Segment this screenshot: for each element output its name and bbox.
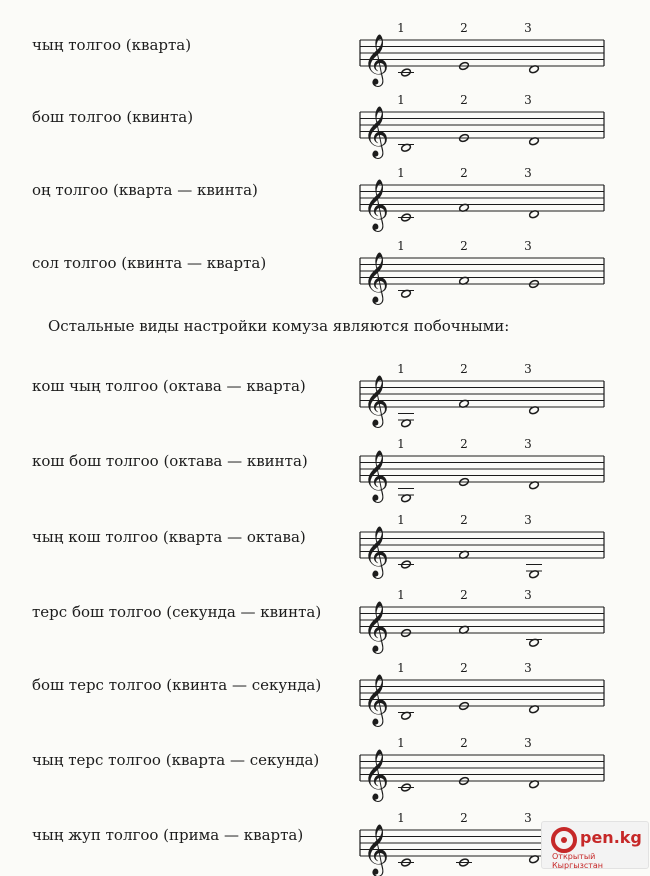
string-number: 2 <box>460 166 468 180</box>
tuning-row <box>0 18 650 85</box>
tuning-label: чың терс толгоо (кварта — секунда) <box>32 751 320 769</box>
music-staff <box>356 163 608 230</box>
string-number: 3 <box>524 513 532 527</box>
tuning-label: кош чың толгоо (октава — кварта) <box>32 377 306 395</box>
music-staff <box>356 434 608 501</box>
string-number: 1 <box>397 21 405 35</box>
tuning-row <box>0 163 650 230</box>
tuning-row <box>0 236 650 303</box>
watermark-brand: pen.kg <box>580 828 642 847</box>
string-number: 1 <box>397 239 405 253</box>
string-number: 3 <box>524 362 532 376</box>
tuning-label: сол толгоо (квинта — кварта) <box>32 254 267 272</box>
string-number: 1 <box>397 93 405 107</box>
watermark <box>541 821 649 869</box>
string-number: 2 <box>460 239 468 253</box>
string-number: 1 <box>397 811 405 825</box>
tuning-label: терс бош толгоо (секунда — квинта) <box>32 603 322 621</box>
string-number: 3 <box>524 166 532 180</box>
music-staff <box>356 359 608 426</box>
string-number: 2 <box>460 362 468 376</box>
tuning-row <box>0 90 650 157</box>
tuning-label: чың кош толгоо (кварта — октава) <box>32 528 306 546</box>
music-staff <box>356 585 608 652</box>
string-number: 2 <box>460 811 468 825</box>
tuning-label: кош бош толгоо (октава — квинта) <box>32 452 308 470</box>
tuning-row <box>0 733 650 800</box>
treble-clef-icon: 𝄞 <box>363 526 390 577</box>
watermark-subtitle: Открытый Кыргызстан <box>552 852 604 870</box>
treble-clef-icon: 𝄞 <box>363 674 390 725</box>
string-number: 3 <box>524 93 532 107</box>
music-staff <box>356 18 608 85</box>
tuning-row <box>0 434 650 501</box>
string-number: 2 <box>460 513 468 527</box>
tuning-row <box>0 359 650 426</box>
treble-clef-icon: 𝄞 <box>363 179 390 230</box>
string-number: 3 <box>524 588 532 602</box>
open-kg-logo-icon <box>550 826 578 854</box>
tuning-label: чың толгоо (кварта) <box>32 36 192 54</box>
treble-clef-icon: 𝄞 <box>363 601 390 652</box>
string-number: 2 <box>460 736 468 750</box>
string-number: 1 <box>397 437 405 451</box>
music-staff <box>356 733 608 800</box>
string-number: 2 <box>460 93 468 107</box>
tuning-row <box>0 510 650 577</box>
tuning-label: бош толгоо (квинта) <box>32 108 194 126</box>
string-number: 1 <box>397 588 405 602</box>
treble-clef-icon: 𝄞 <box>363 34 390 85</box>
string-number: 2 <box>460 21 468 35</box>
string-number: 3 <box>524 239 532 253</box>
string-number: 2 <box>460 437 468 451</box>
string-number: 3 <box>524 661 532 675</box>
string-number: 1 <box>397 736 405 750</box>
tuning-label: оң толгоо (кварта — квинта) <box>32 181 258 199</box>
tuning-label: бош терс толгоо (квинта — секунда) <box>32 676 322 694</box>
string-number: 1 <box>397 513 405 527</box>
treble-clef-icon: 𝄞 <box>363 450 390 501</box>
string-number: 2 <box>460 588 468 602</box>
treble-clef-icon: 𝄞 <box>363 749 390 800</box>
tuning-row <box>0 585 650 652</box>
string-number: 3 <box>524 736 532 750</box>
intro-text: Остальные виды настройки комуза являются побочными: <box>48 317 510 335</box>
string-number: 3 <box>524 437 532 451</box>
treble-clef-icon: 𝄞 <box>363 375 390 426</box>
string-number: 2 <box>460 661 468 675</box>
music-staff <box>356 510 608 577</box>
string-number: 3 <box>524 21 532 35</box>
treble-clef-icon: 𝄞 <box>363 106 390 157</box>
music-staff <box>356 236 608 303</box>
string-number: 1 <box>397 362 405 376</box>
string-number: 1 <box>397 661 405 675</box>
string-number: 3 <box>524 811 532 825</box>
treble-clef-icon: 𝄞 <box>363 252 390 303</box>
treble-clef-icon: 𝄞 <box>363 824 390 875</box>
string-number: 1 <box>397 166 405 180</box>
tuning-label: чың жуп толгоо (прима — кварта) <box>32 826 304 844</box>
tuning-row <box>0 658 650 725</box>
music-staff <box>356 90 608 157</box>
music-staff <box>356 658 608 725</box>
